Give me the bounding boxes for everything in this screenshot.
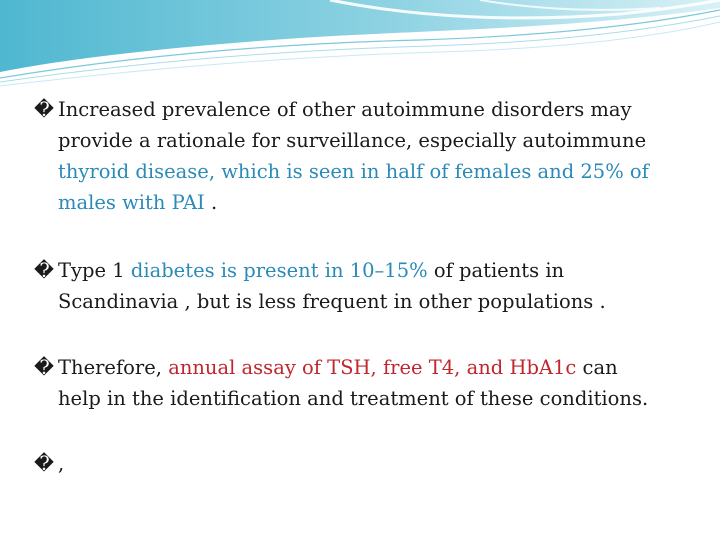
- bullet-line: [34, 383, 694, 414]
- text-segment: of patients in: [427, 259, 565, 282]
- bullet-item: [34, 352, 694, 414]
- text-segment: thyroid disease, which is seen in half of females and 25% of: [58, 160, 649, 183]
- header-wave-decoration: [0, 0, 720, 90]
- bullet-item: [34, 255, 694, 317]
- text-segment: can: [576, 356, 618, 379]
- text-segment: help in the identification and treatment of these conditions.: [58, 387, 649, 410]
- text-segment: .: [204, 191, 218, 214]
- text-segment: Scandinavia , but is less frequent in other populations .: [58, 290, 606, 313]
- bullet-marker: �: [34, 259, 54, 282]
- bullet-line: [34, 125, 694, 156]
- bullet-marker: �: [34, 356, 54, 379]
- text-segment: diabetes is present in 10–15%: [130, 259, 428, 282]
- bullet-line: [34, 94, 694, 125]
- text-segment: Therefore,: [58, 356, 169, 379]
- text-segment: annual assay of TSH, free T4, and HbA1c: [168, 356, 577, 379]
- bullet-item: [34, 94, 694, 218]
- text-segment: Increased prevalence of other autoimmune disorders may: [58, 98, 632, 121]
- bullet-line: [34, 286, 694, 317]
- text-segment: provide a rationale for surveillance, especially autoimmune: [58, 129, 647, 152]
- bullet-line: [34, 255, 694, 286]
- text-segment: ,: [58, 452, 65, 475]
- text-segment: males with PAI: [58, 191, 205, 214]
- bullet-marker: �: [34, 98, 54, 121]
- text-segment: Type 1: [58, 259, 131, 282]
- bullet-item: [34, 448, 694, 479]
- bullet-line: [34, 448, 694, 479]
- bullet-line: [34, 187, 694, 218]
- bullet-line: [34, 352, 694, 383]
- bullet-line: [34, 156, 694, 187]
- bullet-marker: �: [34, 452, 54, 475]
